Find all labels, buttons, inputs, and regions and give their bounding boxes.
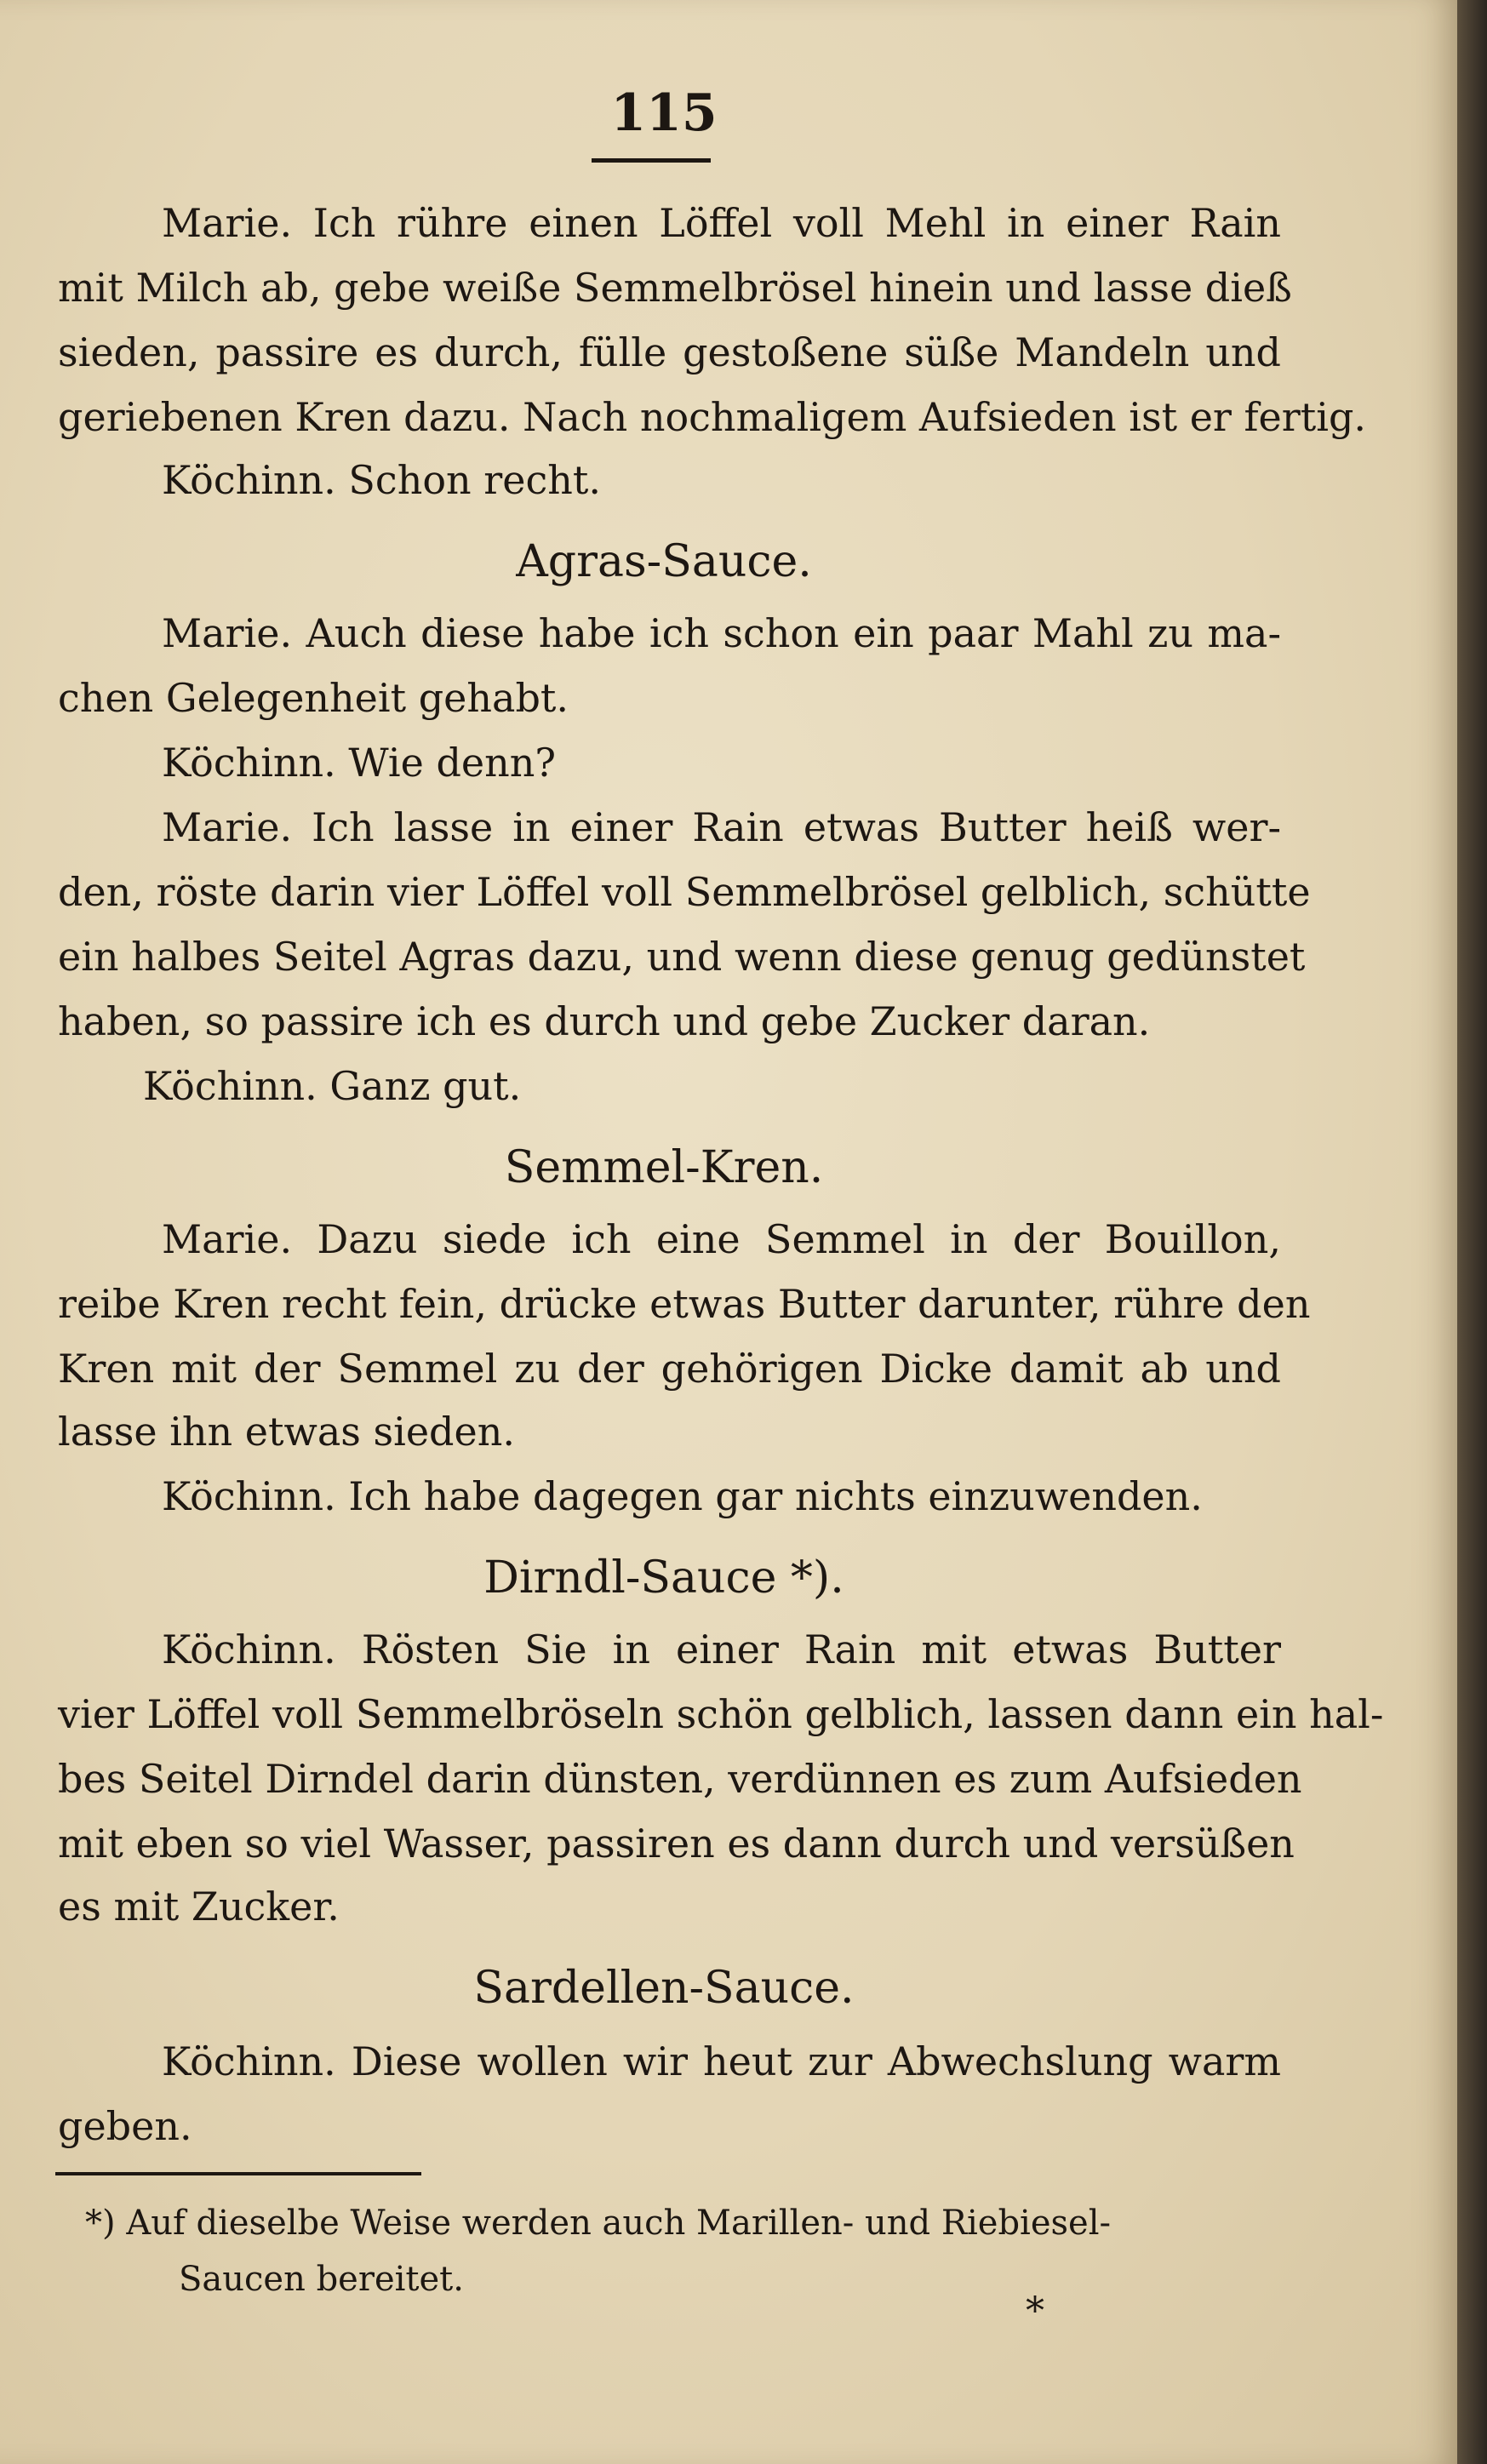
text-line: Köchinn. Ganz gut. [143,1063,522,1109]
text-line: Köchinn. Rösten Sie in einer Rain mit etwas Butter [162,1626,1281,1672]
header-rule [592,158,711,163]
text-line: bes Seitel Dirndel darin dünsten, verdünnen es zum Aufsieden [58,1756,1302,1802]
text-line: den, röste darin vier Löffel voll Semmelbrösel gelblich, schütte [58,869,1311,915]
text-line: ein halbes Seitel Agras dazu, und wenn diese genug gedünstet [58,934,1306,980]
text-line: Marie. Ich rühre einen Löffel voll Mehl in einer Rain [162,200,1281,246]
text-line: Köchinn. Schon recht. [162,457,601,503]
recipe-heading: Sardellen-Sauce. [473,1963,855,2014]
footnote-rule [55,2172,421,2175]
text-line: mit eben so viel Wasser, passiren es dann durch und versüßen [58,1821,1295,1867]
text-line: mit Milch ab, gebe weiße Semmelbrösel hinein und lasse dieß [58,265,1292,311]
text-line: es mit Zucker. [58,1884,340,1929]
text-line: Marie. Auch diese habe ich schon ein paar Mahl zu ma- [162,610,1281,656]
recipe-heading: Semmel-Kren. [504,1142,824,1193]
signature-mark: * [1026,2290,1044,2333]
text-line: Köchinn. Ich habe dagegen gar nichts einzuwenden. [162,1473,1203,1519]
recipe-heading: Agras-Sauce. [516,536,812,587]
text-line: geriebenen Kren dazu. Nach nochmaligem Aufsieden ist er fertig. [58,394,1367,440]
recipe-heading: Dirndl-Sauce *). [483,1552,844,1604]
text-line: Marie. Dazu siede ich eine Semmel in der Bouillon, [162,1216,1281,1262]
footnote-line: *) Auf dieselbe Weise werden auch Marillen- und Riebiesel- [85,2204,1112,2243]
text-line: haben, so passire ich es durch und gebe Zucker daran. [58,998,1151,1044]
page-edge [1457,0,1487,2464]
text-line: lasse ihn etwas sieden. [58,1409,515,1455]
text-line: sieden, passire es durch, fülle gestoßene süße Mandeln und [58,329,1281,375]
text-line: Köchinn. Diese wollen wir heut zur Abwechslung warm [162,2038,1281,2084]
footnote-line: Saucen bereitet. [179,2260,464,2299]
text-line: geben. [58,2103,192,2149]
text-line: Marie. Ich lasse in einer Rain etwas Butter heiß wer- [162,804,1281,850]
text-line: Kren mit der Semmel zu der gehörigen Dicke damit ab und [58,1346,1281,1392]
page-number: 115 [610,83,718,143]
text-line: Köchinn. Wie denn? [162,740,557,786]
text-line: chen Gelegenheit gehabt. [58,675,569,721]
text-line: reibe Kren recht fein, drücke etwas Butter darunter, rühre den [58,1281,1311,1327]
text-line: vier Löffel voll Semmelbröseln schön gelblich, lassen dann ein hal- [58,1691,1384,1737]
